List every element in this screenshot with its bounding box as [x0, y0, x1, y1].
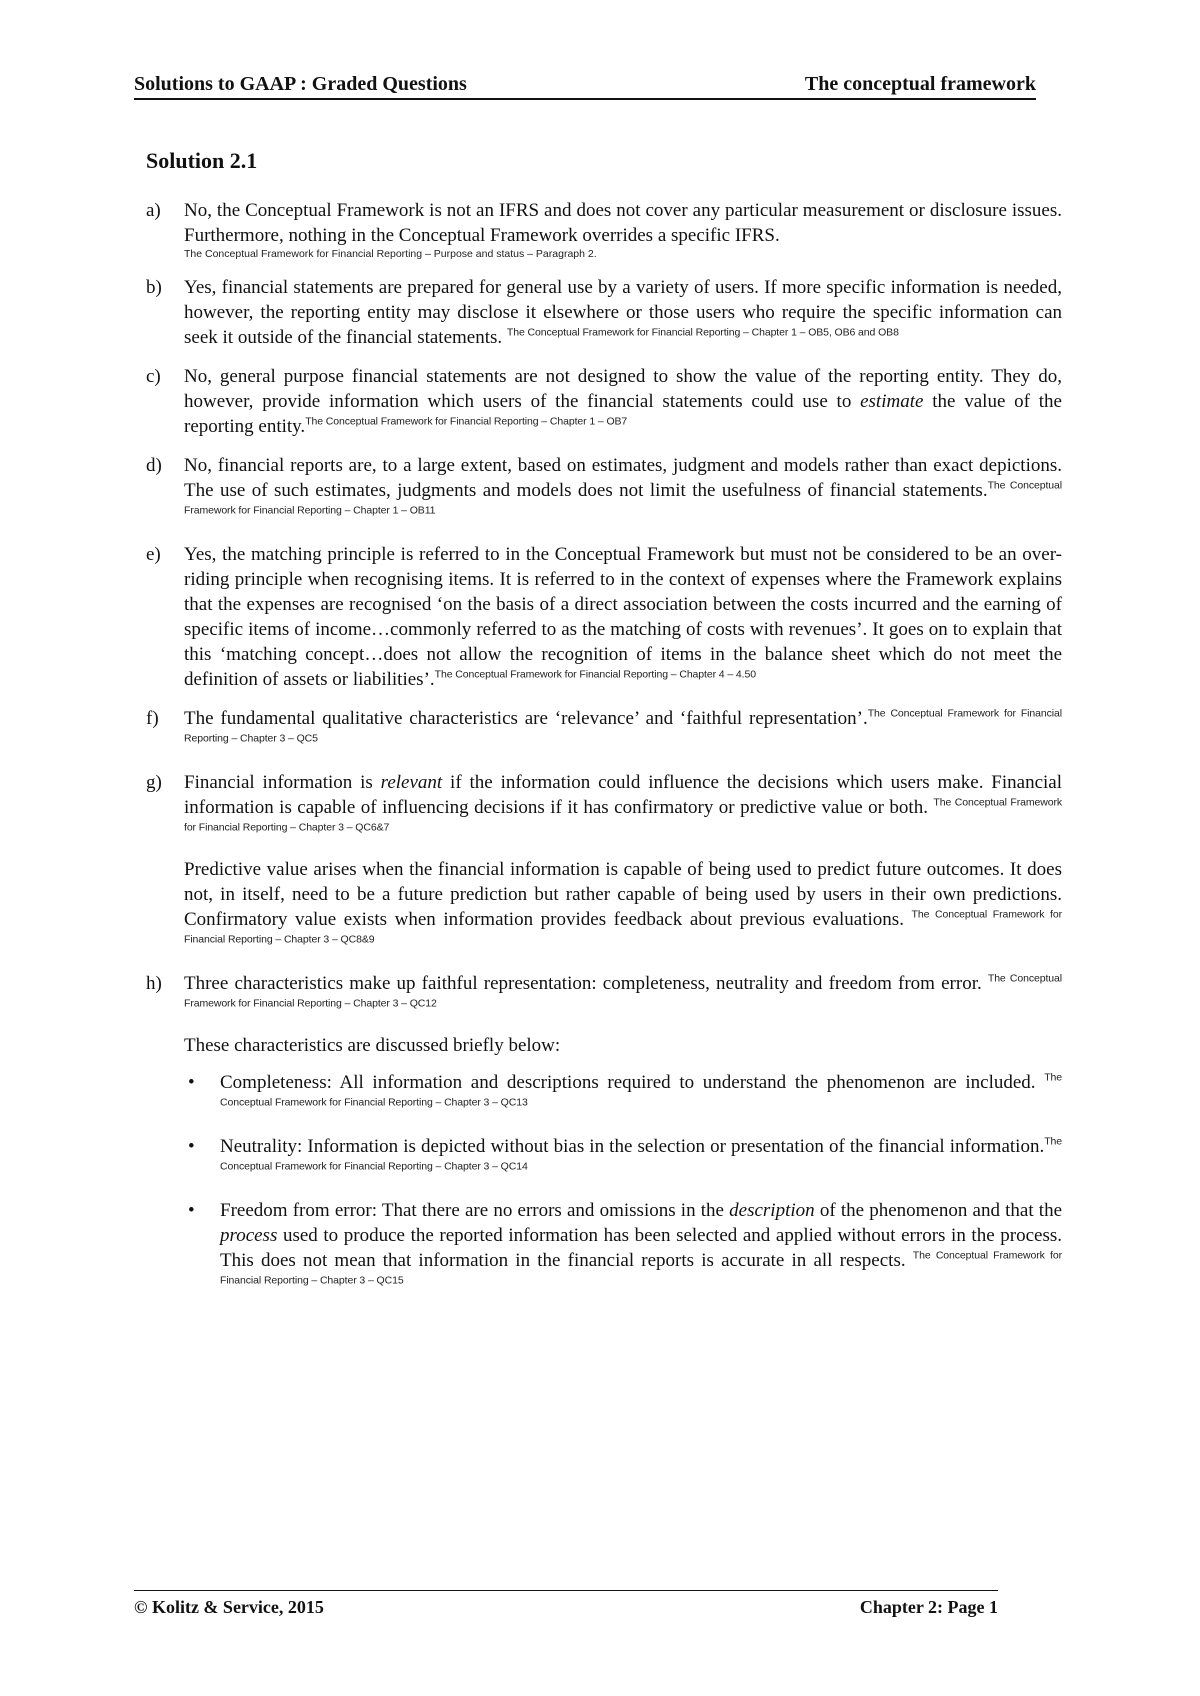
- answer-text: No, the Conceptual Framework is not an IFRS and does not cover any particular measurement or disclosure issues. Furthermore, nothing in the Conceptual Framework overrides a specific IFRS. The Conceptual Framework for Financial Reporting – Purpose and status – Paragraph 2.: [184, 200, 1062, 260]
- list-item: • Freedom from error: That there are no errors and omissions in the description of the phenomenon and that the process used to produce the reported information has been selected and applied without errors in the process. This does not mean that information in the financial reports is accurate in all respects. $^{The Conceptual Framework for Financial Reporting - Chapter 3 - QC15}$: [184, 1198, 1062, 1298]
- answer-text: Three characteristics make up faithful representation: completeness, neutrality and freedom from error. $^{The Conceptual Framework for Financial Reporting - Chapter 3 - QC12}$: [184, 972, 1063, 1010]
- reference: The Conceptual Framework for Financial Reporting – Chapter 3 – QC5: [184, 707, 1062, 745]
- reference: The Conceptual Framework for Financial Reporting – Chapter 3 – QC13: [220, 1071, 1063, 1109]
- answer-marker: d): [146, 455, 162, 476]
- answer-marker: c): [146, 366, 161, 387]
- page-footer: [134, 1590, 998, 1617]
- answer-e: [146, 542, 1062, 692]
- answer-text-continued: These characteristics are discussed briefly below:: [184, 1035, 561, 1056]
- answer-text: Financial information is relevant if the information could influence the decisions which users make. Financial information is capable of influencing decisions if it has confirmatory or predictive value or both. $^{The Conceptual Framework for Financial Reporting - Chapter 3 - QC6\&7}$: [184, 772, 1063, 834]
- reference: The Conceptual Framework for Financial Reporting – Chapter 3 – QC8&9: [184, 908, 1062, 946]
- reference: The Conceptual Framework for Financial Reporting – Chapter 1 – OB5, OB6 and OB8: [506, 326, 899, 339]
- solution-content: [146, 198, 1062, 1326]
- list-item: • Completeness: All information and descriptions required to understand the phenomenon are included. $^{The Conceptual Framework for Financial Reporting - Chapter 3 - QC13}$: [184, 1070, 1062, 1120]
- reference: The Conceptual Framework for Financial Reporting – Chapter 3 – QC6&7: [184, 796, 1063, 834]
- bullet-icon: •: [188, 1072, 195, 1093]
- answer-marker: e): [146, 544, 161, 565]
- answer-text: The fundamental qualitative characteristics are ‘relevance’ and ‘faithful representation’.$^{The Conceptual Framework for Financial Reporting - Chapter 3 - QC5}$: [184, 707, 1062, 745]
- answer-text: No, general purpose financial statements are not designed to show the value of the reporting entity. They do, however, provide information which users of the financial statements could use to estimate the value of the reporting entity.$^{The Conceptual Framework for Financial Reporting - Chapter 1 - OB7}$: [184, 366, 1062, 437]
- answer-marker: h): [146, 973, 162, 994]
- page-header: [134, 74, 1036, 100]
- answer-f: [146, 706, 1062, 756]
- bullet-icon: •: [188, 1136, 195, 1157]
- header-book-title: Solutions to GAAP : Graded Questions: [134, 73, 467, 95]
- reference: The Conceptual Framework for Financial Reporting – Chapter 1 – OB11: [184, 479, 1062, 517]
- solution-title: Solution 2.1: [146, 148, 258, 173]
- reference: The Conceptual Framework for Financial Reporting – Chapter 4 – 4.50: [434, 668, 756, 681]
- answer-g: [146, 770, 1062, 957]
- footer-page-number: Chapter 2: Page 1: [859, 1597, 998, 1617]
- reference: The Conceptual Framework for Financial Reporting – Purpose and status – Paragraph 2.: [184, 248, 597, 260]
- reference: The Conceptual Framework for Financial Reporting – Chapter 3 – QC15: [220, 1249, 1062, 1287]
- answer-a: [146, 198, 1062, 261]
- answer-h: [146, 971, 1062, 1312]
- answer-marker: f): [146, 708, 159, 729]
- answer-text: Yes, financial statements are prepared for general use by a variety of users. If more specific information is needed, however, the reporting entity may disclose it elsewhere or those users who require the specific information can seek it outside of the financial statements. $^{The Conceptual Framework for Financial Reporting - Chapter 1 - OB5, OB6 and OB8}$: [184, 277, 1062, 348]
- answer-marker: g): [146, 772, 162, 793]
- footer-copyright: © Kolitz & Service, 2015: [134, 1597, 324, 1617]
- answer-text: No, financial reports are, to a large extent, based on estimates, judgment and models rather than exact depictions. The use of such estimates, judgments and models does not limit the usefulness of financial statements.$^{The Conceptual Framework for Financial Reporting - Chapter 1 - OB11}$: [184, 455, 1062, 517]
- list-item: • Neutrality: Information is depicted without bias in the selection or presentation of the financial information.$^{The Conceptual Framework for Financial Reporting - Chapter 3 - QC14}$: [184, 1134, 1062, 1184]
- answer-d: [146, 453, 1062, 528]
- header-chapter-title: The conceptual framework: [804, 73, 1036, 95]
- answer-b: [146, 275, 1062, 350]
- reference: The Conceptual Framework for Financial Reporting – Chapter 1 – OB7: [305, 415, 628, 428]
- answer-text-continued: Predictive value arises when the financial information is capable of being used to predict future outcomes. It does not, in itself, need to be a future prediction but rather capable of being used by users in their own predictions. Confirmatory value exists when information provides feedback about previous evaluations. $^{The Conceptual Framework for Financial Reporting - Chapter 3 - QC8\&9}$: [184, 859, 1062, 946]
- answer-c: [146, 364, 1062, 439]
- answer-marker: a): [146, 200, 161, 221]
- answer-text: Yes, the matching principle is referred to in the Conceptual Framework but must not be considered to be an over-riding principle when recognising items. It is referred to in the context of expenses where the Framework explains that the expenses are recognised ‘on the basis of a direct association between the costs incurred and the earning of specific items of income…commonly referred to as the matching of costs with revenues’. It goes on to explain that this ‘matching concept…does not allow the recognition of items in the balance sheet which do not meet the definition of assets or liabilities’.$^{The Conceptual Framework for Financial Reporting - Chapter 4 - 4.50}$: [184, 544, 1062, 690]
- reference: The Conceptual Framework for Financial Reporting – Chapter 3 – QC14: [220, 1135, 1062, 1173]
- characteristics-list: [184, 1070, 1062, 1298]
- reference: The Conceptual Framework for Financial Reporting – Chapter 3 – QC12: [184, 972, 1063, 1010]
- answer-marker: b): [146, 277, 162, 298]
- bullet-icon: •: [188, 1200, 195, 1221]
